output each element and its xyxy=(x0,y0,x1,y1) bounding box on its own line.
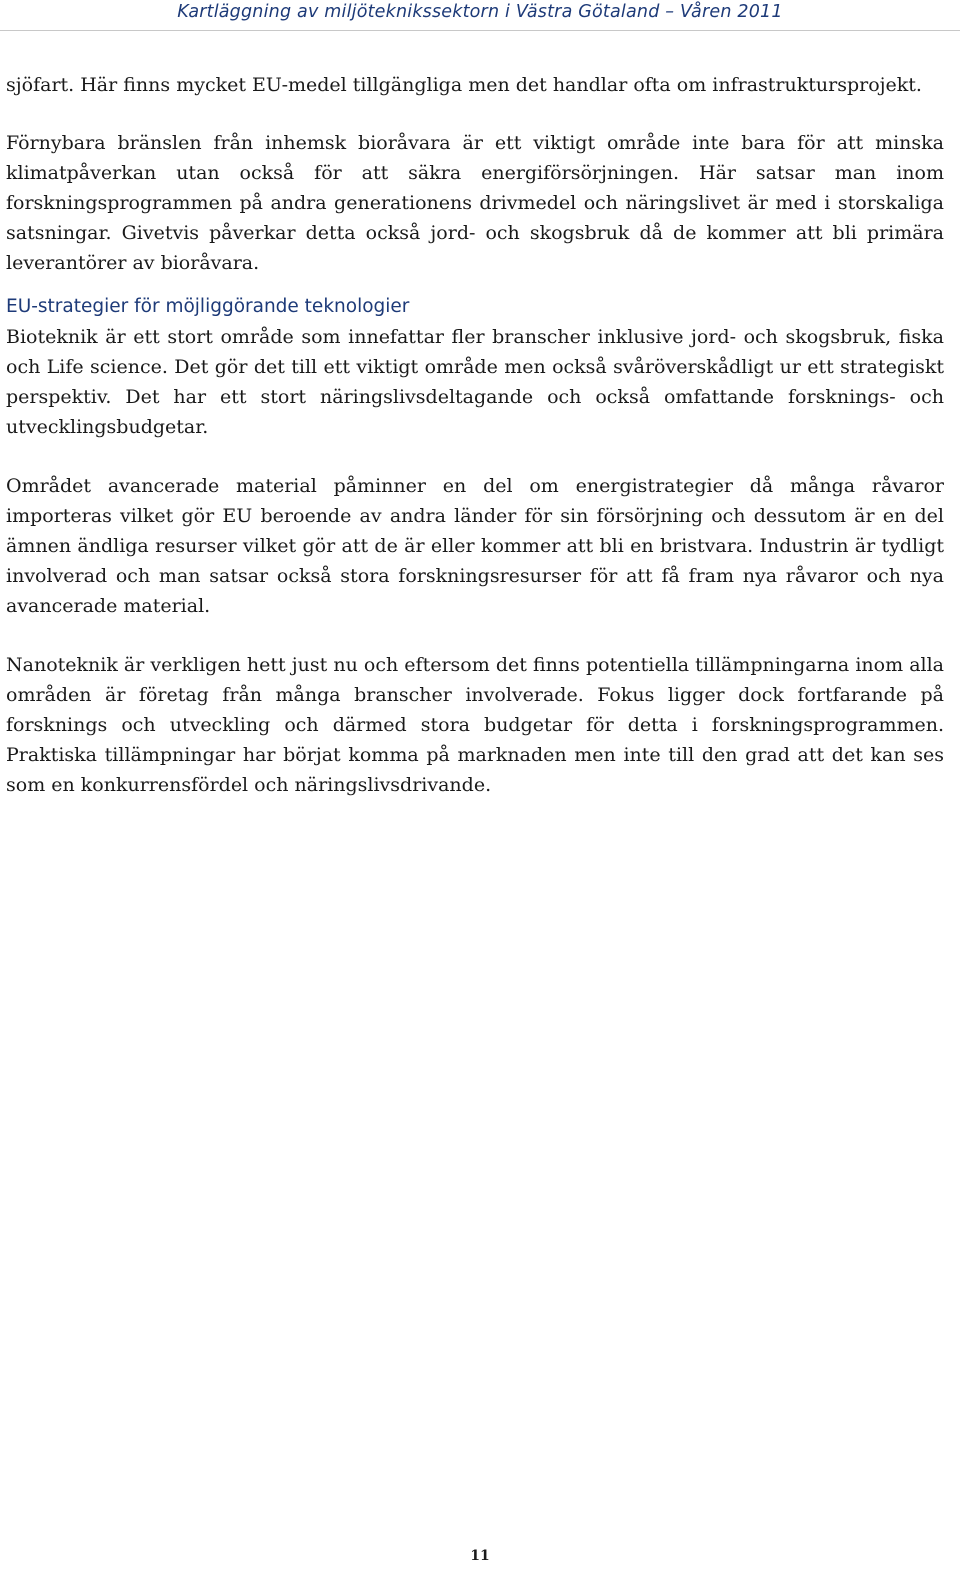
paragraph-bioteknik: Bioteknik är ett stort område som innefattar fler branscher inklusive jord- och skogsbruk, fiska och Life science. Det gör det till ett viktigt område men också svåröverskådligt ur ett strategiskt perspektiv. Det har ett stort näringslivsdeltagande och också omfattande forsknings- och utvecklingsbudgetar. xyxy=(6,326,944,438)
paragraph-avancerade-material: Området avancerade material påminner en del om energistrategier då många råvaror importeras vilket gör EU beroende av andra länder för sin försörjning och dessutom är en del ämnen ändliga resurser vilket gör att de är eller kommer att bli en bristvara. Industrin är tydligt involverad och man satsar också stora forskningsresurser för att få fram nya råvaror och nya avancerade material. xyxy=(6,475,944,617)
page-number: 11 xyxy=(470,1548,490,1564)
paragraph-fornybara-branslen: Förnybara bränslen från inhemsk bioråvara är ett viktigt område inte bara för att minska klimatpåverkan utan också för att säkra energiförsörjningen. Här satsar man inom forskningsprogrammen på andra generationens drivmedel och näringslivet är med i storskaliga satsningar. Givetvis påverkar detta också jord- och skogsbruk då de kommer att bli primära leverantörer av bioråvara. xyxy=(6,132,944,274)
header-divider xyxy=(0,30,960,31)
page-header: Kartläggning av miljöteknikssektorn i Västra Götaland – Våren 2011 xyxy=(177,2,783,22)
section-heading: EU-strategier för möjliggörande teknologier xyxy=(6,296,410,317)
paragraph-nanoteknik: Nanoteknik är verkligen hett just nu och eftersom det finns potentiella tillämpningarna inom alla områden är företag från många branscher involverade. Fokus ligger dock fortfarande på forsknings och utveckling och därmed stora budgetar för detta i forskningsprogrammen. Praktiska tillämpningar har börjat komma på marknaden men inte till den grad att det kan ses som en konkurrensfördel och näringslivsdrivande. xyxy=(6,654,944,796)
document-body xyxy=(6,70,944,800)
paragraph-sjofart: sjöfart. Här finns mycket EU-medel tillgängliga men det handlar ofta om infrastruktursprojekt. xyxy=(6,74,922,96)
